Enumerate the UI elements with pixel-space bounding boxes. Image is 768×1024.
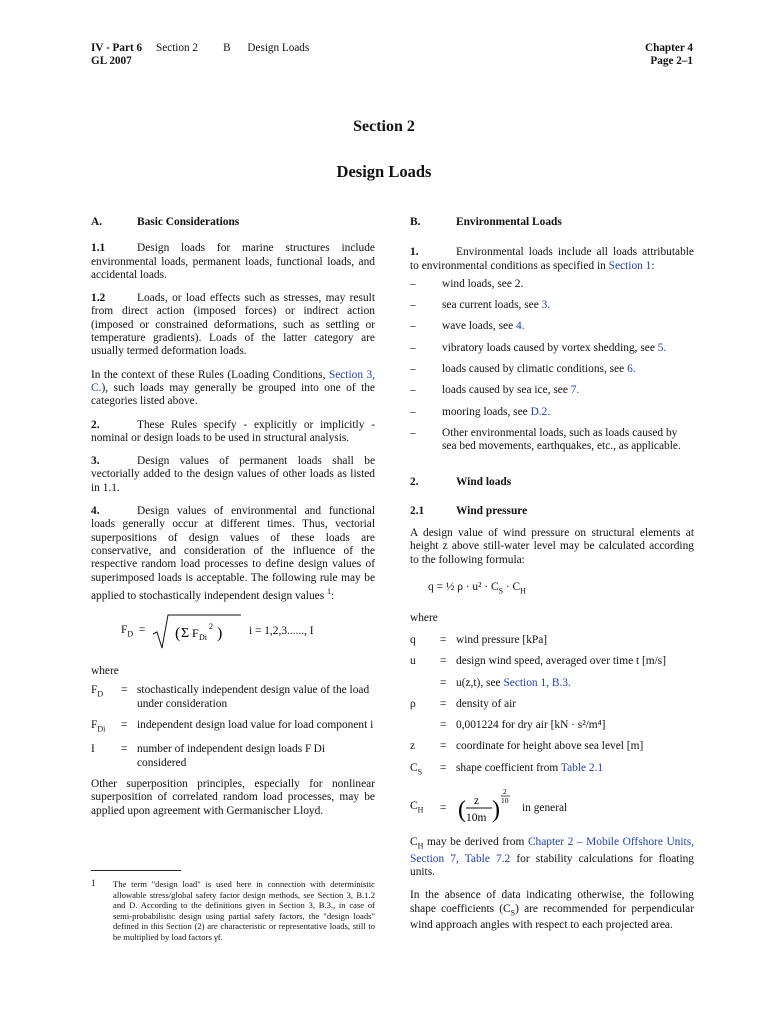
header-page: Page 2–1 xyxy=(650,55,693,67)
where-label: where xyxy=(91,664,119,677)
svg-text:Di: Di xyxy=(198,632,207,642)
svg-text:10: 10 xyxy=(501,796,509,806)
heading-wind-loads: 2. Wind loads xyxy=(410,475,512,488)
where-label-right: where xyxy=(410,611,438,624)
header-year: GL 2007 xyxy=(91,55,132,67)
link-5[interactable]: 5. xyxy=(657,341,667,354)
paragraph-context: In the context of these Rules (Loading Conditions, Section 3, C.), such loads may generally be grouped into one of the categories listed above. xyxy=(91,368,376,408)
link-section-1-b3[interactable]: Section 1, B.3. xyxy=(503,676,571,689)
ch-fraction-expression xyxy=(456,786,512,830)
link-d2[interactable]: D.2. xyxy=(530,405,551,418)
sqrt-sum-expression xyxy=(151,612,243,652)
list-item-ice: – loads caused by sea ice, see 7. xyxy=(410,384,580,397)
superposition-formula: $F_D$ = ( Σ F Di 2 ) i = 1,2,3......, I xyxy=(121,611,375,653)
paragraph-1-1: 1.1 Design loads for marine structures include environmental loads, permanent loads, functional loads, and accidental loads. xyxy=(91,242,375,281)
list-item-other: – Other environmental loads, such as loads caused by sea bed movements, earthquakes, etc., as applicable. xyxy=(410,426,681,453)
paragraph-ch-derivation: $C_H$ may be derived from Chapter 2 – Mobile Offshore Units, Section 7, Table 7.2 for stability calculations for floating units. xyxy=(410,836,694,879)
def-q: q = wind pressure [kPa] xyxy=(410,633,548,646)
paragraph-b1: 1. Environmental loads include all loads attributable to environmental conditions as specified in Section 1: xyxy=(410,246,694,272)
link-3[interactable]: 3. xyxy=(541,299,551,312)
link-7[interactable]: 7. xyxy=(570,384,580,397)
list-item-wind: – wind loads, see 2. xyxy=(410,277,524,290)
def-rho: ρ = density of air xyxy=(410,697,517,710)
header-chapter: Chapter 4 xyxy=(645,42,693,54)
svg-text:(: ( xyxy=(174,624,181,642)
list-item-current: – sea current loads, see 3. xyxy=(410,299,551,312)
heading-a: A. Basic Considerations xyxy=(91,216,240,228)
svg-text:): ) xyxy=(492,797,500,824)
link-6[interactable]: 6. xyxy=(627,363,636,376)
paragraph-other-superposition: Other superposition principles, especially for nonlinear superposition of correlated random load processes, may be applied upon agreement with Germanischer Lloyd. xyxy=(91,777,375,817)
wind-pressure-formula: q = ½ $\rho \cdot u^2 \cdot C_S \cdot C_H$ xyxy=(428,581,526,596)
running-header-left: IV - Part 6 Section 2 B Design Loads GL 2007 xyxy=(91,42,310,67)
paragraph-2: 2. These Rules specify - explicitly or implicitly - nominal or design loads to be used in structural analysis. xyxy=(91,418,375,444)
page-title: Design Loads xyxy=(336,162,432,181)
def-u-zt: = u(z,t), see Section 1, B.3. xyxy=(440,676,571,689)
def-i: I = number of independent design loads F Di considered xyxy=(91,743,325,769)
svg-text:Σ: Σ xyxy=(180,625,190,641)
left-column xyxy=(91,216,375,828)
svg-text:z: z xyxy=(474,795,480,808)
footnote: 1 The term "design load" is used here in connection with deterministic allowable stress/global safety factor design methods, see Section 3, B.1.2 and D. According to the definitions given in Section 3, B.3., in case of semi-probabilistic design using partial safety factors, the "design loads" defined in this Section (2) are characteristic or representative loads, still to be multiplied by load factors γf. xyxy=(91,870,375,943)
link-section-1[interactable]: Section 1 xyxy=(608,259,652,272)
paragraph-wind-pressure: A design value of wind pressure on structural elements at height z above still-water level may be calculated according to the following formula: xyxy=(410,527,694,566)
svg-text:(: ( xyxy=(458,797,466,824)
def-rho-value: = 0,001224 for dry air [kN · s²/m⁴] xyxy=(440,719,606,732)
section-number: Section 2 xyxy=(353,118,415,135)
footnote-ref[interactable]: 1 xyxy=(327,586,331,596)
heading-wind-pressure: 2.1 Wind pressure xyxy=(410,504,528,517)
svg-text:10m: 10m xyxy=(466,812,487,825)
ch-formula: $C_H$ = ( z 10m ) 2 10 in general xyxy=(410,786,694,830)
running-header-right xyxy=(645,42,693,68)
link-4[interactable]: 4. xyxy=(516,320,525,333)
def-cs: $C_S$ = shape coefficient from Table 2.1 xyxy=(410,761,604,776)
list-item-wave: – wave loads, see 4. xyxy=(410,320,525,333)
list-item-climatic: – loads caused by climatic conditions, see 6. xyxy=(410,363,636,376)
svg-text:2: 2 xyxy=(503,787,507,797)
link-table-2-1[interactable]: Table 2.1 xyxy=(560,761,604,774)
def-u: u = design wind speed, averaged over time t [m/s] xyxy=(410,655,667,668)
heading-b: B. Environmental Loads xyxy=(410,216,562,228)
def-fd: $F_D$ = stochastically independent design value of the load under consideration xyxy=(91,684,370,710)
svg-text:2: 2 xyxy=(208,621,213,631)
svg-text:F: F xyxy=(191,625,199,640)
def-z: z = coordinate for height above sea level [m] xyxy=(410,740,644,753)
list-item-mooring: – mooring loads, see D.2. xyxy=(410,405,551,418)
link-chapter-2[interactable]: Chapter 2 – Mobile Offshore Units, Section 7, Table 7.2 xyxy=(410,836,694,865)
svg-text:): ) xyxy=(216,624,223,642)
paragraph-1-2: 1.2 Loads, or load effects such as stresses, may result from direct action (imposed forces) or indirect action (imposed or constrained deformations, such as settling or temperature gradients). Loads of the latter category are usually termed deformation loads. xyxy=(91,292,375,358)
paragraph-4: 4. Design values of environmental and functional loads generally occur at different times. Thus, vectorial superpositions of design values of these loads are conservative, and consideration of the influence of the respective random load processes to define design values of superimposed loads is acceptable. The following rule may be applied to stochastically independent design values $^1$: xyxy=(91,505,375,602)
list-item-vortex: – vibratory loads caused by vortex shedding, see 5. xyxy=(410,341,667,354)
def-fdi: $F_{Di}$ = independent design load value for load component i xyxy=(91,718,374,734)
footnote-rule xyxy=(91,870,181,871)
link-section-3-c[interactable]: Section 3, C. xyxy=(91,368,376,394)
paragraph-3: 3. Design values of permanent loads shall be vectorially added to the design values of other loads as listed in 1.1. xyxy=(91,455,375,494)
paragraph-shape-coefficients: In the absence of data indicating otherwise, the following shape coefficients $(C_S)$ are recommended for perpendicular wind approach angles with respect to each projected area. xyxy=(410,889,694,932)
right-column xyxy=(410,216,694,943)
